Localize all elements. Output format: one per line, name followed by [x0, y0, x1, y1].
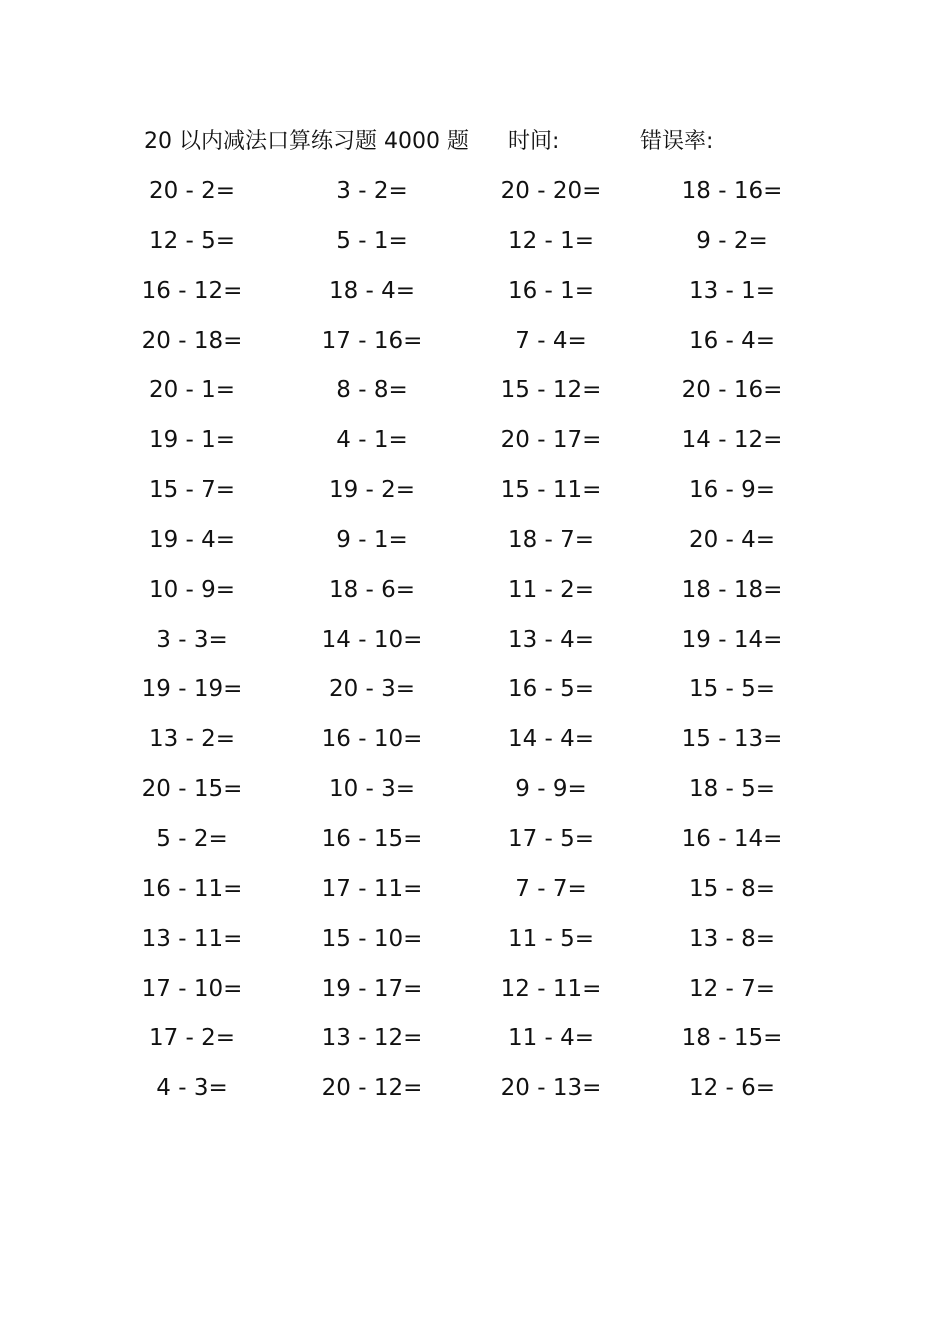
problem-item: 20 - 12=	[321, 1075, 423, 1102]
problem-row	[0, 472, 950, 522]
worksheet-header	[0, 124, 950, 160]
problem-item: 16 - 5=	[507, 676, 595, 703]
problem-item: 18 - 5=	[688, 776, 776, 803]
problem-item: 13 - 4=	[507, 626, 595, 653]
problem-item: 15 - 7=	[148, 477, 236, 504]
problem-item: 17 - 16=	[321, 327, 423, 354]
problem-row	[0, 671, 950, 721]
problem-item: 8 - 8=	[336, 377, 408, 404]
problem-item: 5 - 1=	[336, 227, 408, 254]
problem-item: 18 - 6=	[328, 576, 416, 603]
problem-item: 20 - 3=	[328, 676, 416, 703]
problem-row	[0, 771, 950, 821]
problem-row	[0, 871, 950, 921]
problem-grid	[0, 173, 950, 1120]
problem-item: 4 - 1=	[336, 427, 408, 454]
problem-item: 9 - 1=	[336, 526, 408, 553]
problem-item: 19 - 19=	[141, 676, 243, 703]
problem-item: 13 - 8=	[688, 925, 776, 952]
problem-row	[0, 721, 950, 771]
problem-item: 18 - 18=	[681, 576, 783, 603]
problem-item: 9 - 9=	[515, 776, 587, 803]
problem-item: 14 - 4=	[507, 726, 595, 753]
problem-item: 7 - 7=	[515, 875, 587, 902]
problem-row	[0, 522, 950, 572]
problem-item: 20 - 16=	[681, 377, 783, 404]
time-label: 时间:	[508, 129, 560, 154]
problem-item: 19 - 4=	[148, 526, 236, 553]
problem-item: 12 - 5=	[148, 227, 236, 254]
problem-item: 20 - 15=	[141, 776, 243, 803]
problem-item: 14 - 12=	[681, 427, 783, 454]
problem-item: 15 - 8=	[688, 875, 776, 902]
problem-item: 11 - 2=	[507, 576, 595, 603]
problem-item: 13 - 2=	[148, 726, 236, 753]
problem-item: 18 - 4=	[328, 277, 416, 304]
problem-item: 9 - 2=	[696, 227, 768, 254]
problem-item: 11 - 4=	[507, 1025, 595, 1052]
problem-item: 19 - 14=	[681, 626, 783, 653]
problem-item: 13 - 12=	[321, 1025, 423, 1052]
problem-item: 13 - 11=	[141, 925, 243, 952]
problem-item: 3 - 3=	[156, 626, 228, 653]
problem-row	[0, 323, 950, 373]
problem-item: 15 - 12=	[500, 377, 602, 404]
problem-item: 20 - 2=	[148, 178, 236, 204]
problem-item: 17 - 5=	[507, 825, 595, 852]
problem-item: 18 - 7=	[507, 526, 595, 553]
problem-item: 20 - 18=	[141, 327, 243, 354]
problem-item: 16 - 15=	[321, 825, 423, 852]
problem-item: 16 - 11=	[141, 875, 243, 902]
problem-item: 12 - 11=	[500, 975, 602, 1002]
problem-item: 15 - 5=	[688, 676, 776, 703]
problem-item: 20 - 20=	[500, 178, 602, 204]
problem-item: 17 - 11=	[321, 875, 423, 902]
problem-item: 16 - 14=	[681, 825, 783, 852]
problem-row	[0, 572, 950, 622]
problem-row	[0, 372, 950, 422]
problem-item: 18 - 15=	[681, 1025, 783, 1052]
problem-item: 19 - 2=	[328, 477, 416, 504]
problem-row	[0, 422, 950, 472]
problem-item: 4 - 3=	[156, 1075, 228, 1102]
error-rate-label: 错误率:	[640, 129, 714, 154]
problem-item: 16 - 4=	[688, 327, 776, 354]
problem-item: 12 - 7=	[688, 975, 776, 1002]
problem-item: 11 - 5=	[507, 925, 595, 952]
problem-row	[0, 921, 950, 971]
problem-item: 16 - 9=	[688, 477, 776, 504]
problem-item: 5 - 2=	[156, 825, 228, 852]
problem-row	[0, 173, 950, 223]
problem-row	[0, 223, 950, 273]
problem-item: 17 - 2=	[148, 1025, 236, 1052]
problem-row	[0, 821, 950, 871]
problem-item: 20 - 1=	[148, 377, 236, 404]
problem-item: 16 - 12=	[141, 277, 243, 304]
problem-item: 16 - 10=	[321, 726, 423, 753]
problem-item: 20 - 17=	[500, 427, 602, 454]
problem-item: 19 - 1=	[148, 427, 236, 454]
problem-item: 19 - 17=	[321, 975, 423, 1002]
problem-row	[0, 273, 950, 323]
problem-item: 20 - 13=	[500, 1075, 602, 1102]
problem-item: 13 - 1=	[688, 277, 776, 304]
problem-item: 16 - 1=	[507, 277, 595, 304]
worksheet-title: 20 以内减法口算练习题 4000 题	[144, 129, 469, 154]
problem-item: 15 - 10=	[321, 925, 423, 952]
problem-item: 10 - 9=	[148, 576, 236, 603]
problem-item: 20 - 4=	[688, 526, 776, 553]
problem-item: 12 - 1=	[507, 227, 595, 254]
problem-item: 3 - 2=	[336, 178, 408, 204]
problem-row	[0, 971, 950, 1021]
problem-row	[0, 622, 950, 672]
problem-row	[0, 1070, 950, 1120]
problem-item: 14 - 10=	[321, 626, 423, 653]
problem-item: 7 - 4=	[515, 327, 587, 354]
problem-item: 12 - 6=	[688, 1075, 776, 1102]
problem-item: 15 - 13=	[681, 726, 783, 753]
problem-item: 10 - 3=	[328, 776, 416, 803]
problem-item: 15 - 11=	[500, 477, 602, 504]
problem-row	[0, 1020, 950, 1070]
problem-item: 17 - 10=	[141, 975, 243, 1002]
problem-item: 18 - 16=	[681, 178, 783, 204]
